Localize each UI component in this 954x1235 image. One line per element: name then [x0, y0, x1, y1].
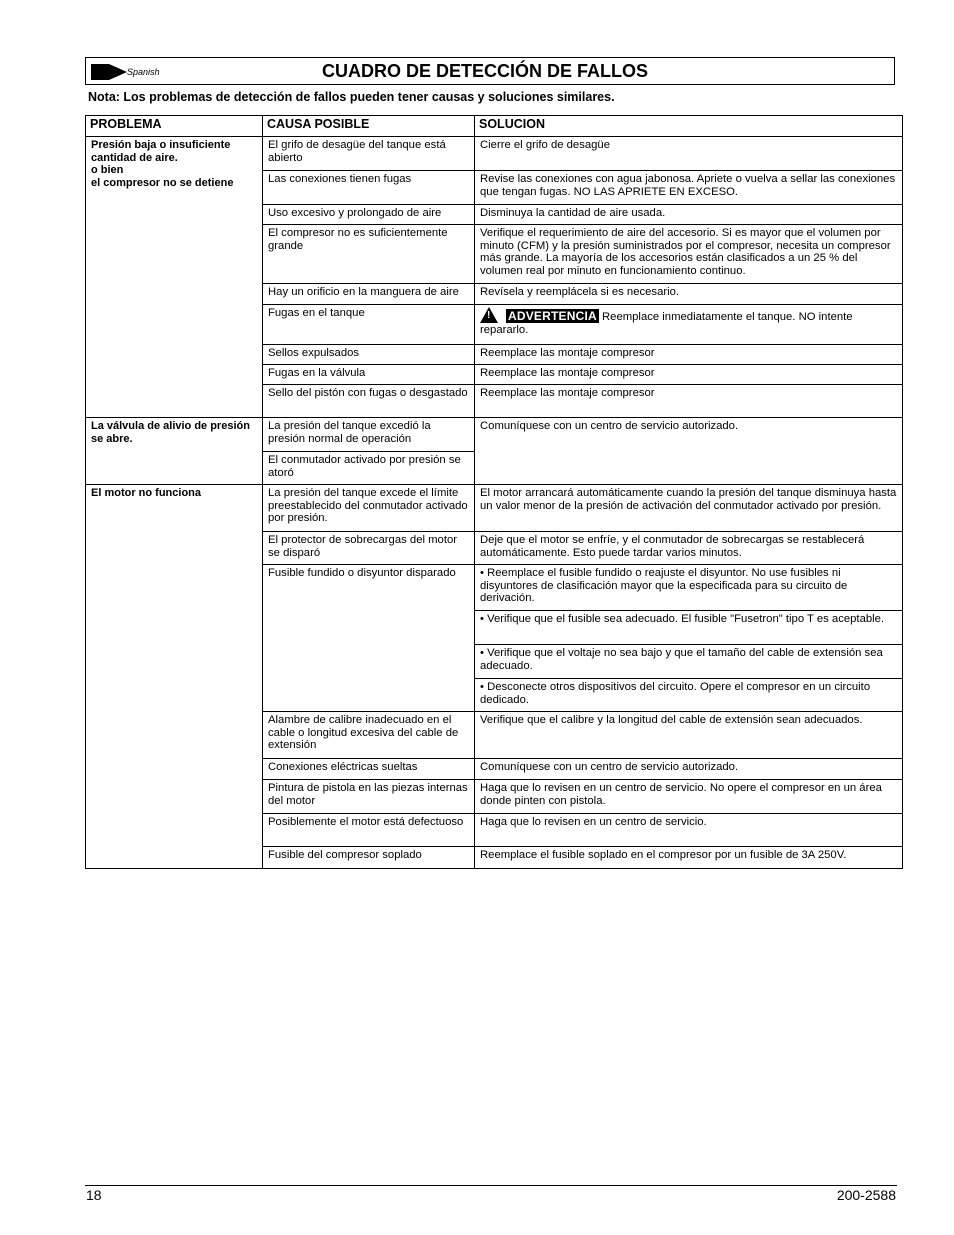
cause-cell: El grifo de desagüe del tanque está abierto	[263, 137, 475, 171]
page-number: 18	[86, 1187, 102, 1203]
cause-cell: Fugas en el tanque	[263, 305, 475, 345]
solution-cell: Reemplace las montaje compresor	[475, 385, 903, 418]
footer-divider	[85, 1185, 897, 1186]
solution-cell: Haga que lo revisen en un centro de servicio. No opere el compresor en un área donde pinten con pistola.	[475, 780, 903, 814]
problem-cell	[86, 137, 263, 418]
cause-cell: La presión del tanque excedió la presión normal de operación	[263, 418, 475, 452]
cause-cell: Alambre de calibre inadecuado en el cable o longitud excesiva del cable de extensión	[263, 712, 475, 759]
cause-cell: La presión del tanque excede el límite preestablecido del conmutador activado por presión.	[263, 485, 475, 532]
cause-cell: El compresor no es suficientemente grande	[263, 225, 475, 284]
solution-cell: Reemplace las montaje compresor	[475, 365, 903, 385]
cause-cell: Fusible del compresor soplado	[263, 847, 475, 869]
problem-text: La válvula de alivio de presión se abre.	[91, 420, 250, 445]
solution-cell: Reemplace el fusible soplado en el compresor por un fusible de 3A 250V.	[475, 847, 903, 869]
cause-cell: Uso excesivo y prolongado de aire	[263, 205, 475, 225]
cause-cell: Hay un orificio en la manguera de aire	[263, 284, 475, 305]
solution-cell: Disminuya la cantidad de aire usada.	[475, 205, 903, 225]
table-row	[86, 137, 903, 171]
solution-cell: • Reemplace el fusible fundido o reajuste el disyuntor. No use fusibles ni disyuntores de clasificación mayor que la especificada para su circuito de derivación.	[475, 565, 903, 611]
solution-cell: Deje que el motor se enfríe, y el conmutador de sobrecargas se restablecerá automáticamente. Esto puede tardar varios minutos.	[475, 532, 903, 565]
solution-cell: Comuníquese con un centro de servicio autorizado.	[475, 759, 903, 780]
problem-cell	[86, 418, 263, 485]
cause-cell: El protector de sobrecargas del motor se disparó	[263, 532, 475, 565]
troubleshooting-table	[85, 115, 903, 869]
cause-cell: El conmutador activado por presión se atoró	[263, 452, 475, 485]
table-header-row	[86, 116, 903, 137]
cause-cell: Conexiones eléctricas sueltas	[263, 759, 475, 780]
warning-triangle-icon: !	[480, 307, 498, 323]
problem-text: El motor no funciona	[91, 487, 201, 499]
solution-cell: Revise las conexiones con agua jabonosa. Apriete o vuelva a sellar las conexiones que tengan fugas. NO LAS APRIETE EN EXCESO.	[475, 171, 903, 205]
solution-cell: Verifique que el calibre y la longitud del cable de extensión sean adecuados.	[475, 712, 903, 759]
solution-cell: Reemplace las montaje compresor	[475, 345, 903, 365]
column-header-problem: PROBLEMA	[86, 116, 263, 137]
problem-text: o bien	[91, 164, 124, 176]
column-header-cause: CAUSA POSIBLE	[263, 116, 475, 137]
problem-text: Presión baja o insuficiente cantidad de aire.	[91, 139, 231, 164]
language-marker-icon	[91, 64, 109, 80]
solution-cell	[475, 305, 903, 345]
cause-cell: Posiblemente el motor está defectuoso	[263, 814, 475, 847]
solution-cell: • Desconecte otros dispositivos del circuito. Opere el compresor en un circuito dedicado.	[475, 679, 903, 712]
solution-cell: Cierre el grifo de desagüe	[475, 137, 903, 171]
language-label: Spanish	[127, 67, 160, 77]
document-number: 200-2588	[836, 1187, 896, 1203]
solution-cell: Verifique el requerimiento de aire del accesorio. Si es mayor que el volumen por minuto (CFM) y la presión suministrados por el compresor, necesita un compresor más grande. La mayoría de los accesorios están clasificados a un 25 % del volumen real por minuto en funcionamiento continuo.	[475, 225, 903, 284]
solution-cell: • Verifique que el voltaje no sea bajo y que el tamaño del cable de extensión sea adecuado.	[475, 645, 903, 679]
table-row	[86, 418, 903, 452]
note-text: Nota: Los problemas de detección de fallos pueden tener causas y soluciones similares.	[88, 90, 615, 104]
warning-label: ADVERTENCIA	[508, 309, 597, 323]
solution-cell: Revísela y reemplácela si es necesario.	[475, 284, 903, 305]
problem-cell	[86, 485, 263, 869]
solution-cell: Comuníquese con un centro de servicio autorizado.	[475, 418, 903, 485]
solution-cell: • Verifique que el fusible sea adecuado. El fusible "Fusetron" tipo T es aceptable.	[475, 611, 903, 645]
solution-cell: Haga que lo revisen en un centro de servicio.	[475, 814, 903, 847]
table-row	[86, 485, 903, 532]
column-header-solution: SOLUCION	[475, 116, 903, 137]
cause-cell: Fusible fundido o disyuntor disparado	[263, 565, 475, 712]
title-banner	[85, 57, 895, 85]
page-title: CUADRO DE DETECCIÓN DE FALLOS	[322, 61, 649, 81]
language-marker-arrow-icon	[109, 64, 127, 80]
solution-cell: El motor arrancará automáticamente cuando la presión del tanque disminuya hasta un valor menor de la presión de activación del conmutador activado por presión.	[475, 485, 903, 532]
warning-text: Reemplace inmediatamente el tanque. NO intente repararlo.	[480, 311, 853, 336]
problem-text: el compresor no se detiene	[91, 176, 234, 189]
cause-cell: Fugas en la válvula	[263, 365, 475, 385]
cause-cell: Sellos expulsados	[263, 345, 475, 365]
cause-cell: Las conexiones tienen fugas	[263, 171, 475, 205]
cause-cell: Sello del pistón con fugas o desgastado	[263, 385, 475, 418]
cause-cell: Pintura de pistola en las piezas internas del motor	[263, 780, 475, 814]
